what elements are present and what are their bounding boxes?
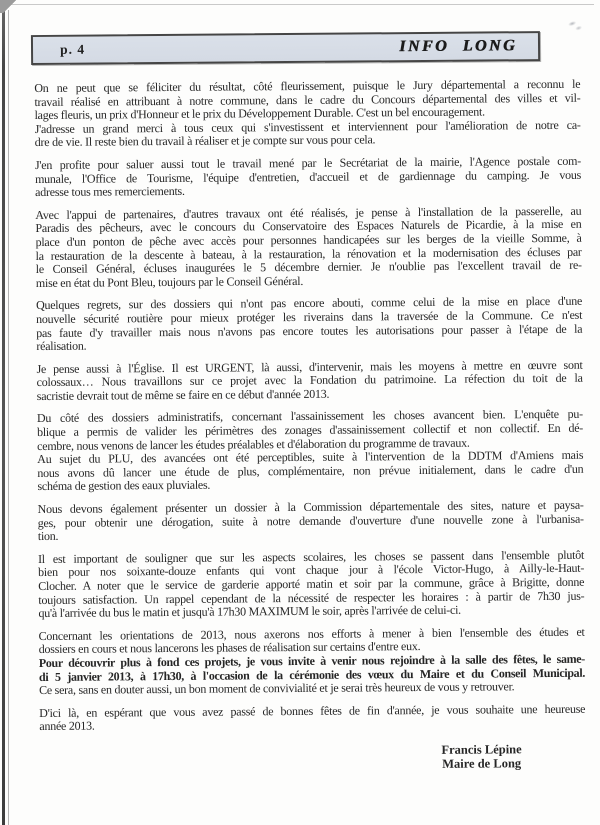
text-line: cembre, nous venons de lancer les études préalables et d'élaboration du programme de travaux. [37, 435, 470, 453]
text-line: pas faute d'y travailler mais nous n'avons pas encore toutes les autorisations pour passer à l'étape de la [36, 321, 583, 340]
paragraph [38, 499, 584, 544]
text-line: Ce sera, sans en douter aussi, un bon moment de convivialité et je serai très heureux de vous y retrouver. [39, 679, 515, 698]
text-line: schéma de gestion des eaux pluviales. [37, 478, 211, 494]
text-line: colossaux… Nous travaillons sur ce projet avec la Fondation du patrimoine. La réfection du toit de la [36, 371, 583, 390]
paragraph [35, 204, 582, 290]
signature-block [401, 743, 561, 771]
text-line: Il est important de souligner que sur les aspects scolaires, les choses se passent dans l'ensemble plutôt [37, 547, 585, 566]
text-line: D'ici là, en espérant que vous avez passé de bonnes fêtes de fin d'année, je vous souhaite une heureuse [39, 701, 586, 720]
text-line: le Conseil Général, écluses inaugurées le 5 décembre dernier. Je n'oublie pas l'excellent travail de re- [35, 257, 582, 277]
text-line: blique a permis de valider les périmètres des zonages d'assainissement collectif et non collectif. En dé- [36, 420, 584, 440]
text-line: Je pense aussi à l'Église. Il est URGENT, là aussi, d'intervenir, mais les moyens à mettre en œuvre sont [36, 357, 583, 376]
text-line: place d'un ponton de pêche avec accès pour personnes handicapées sur les berges de la vieille Somme, à [35, 230, 582, 249]
text-line: la restauration de la descente à bateau, à la restauration, la rénovation et la modernisation des écluses par [35, 244, 582, 263]
text-line: Nous devons également présenter un dossier à la Commission départementale des sites, nature et paysa- [37, 497, 584, 517]
text-line: Au sujet du PLU, des avancées ont été perceptibles, suite à l'intervention de la DDTM d'Amiens mais [37, 447, 584, 467]
paragraph [39, 702, 585, 733]
signature-role: Maire de Long [442, 755, 522, 771]
text-line: Clocher. A noter que le service de garderie apporté matin et soir par la commune, grâce à Brigitte, donne [38, 574, 585, 594]
text-line: lages fleuris, un prix d'Honneur et le prix du Développement Durable. C'est un bel encouragement. [34, 104, 485, 123]
page-number: p. 4 [59, 41, 86, 57]
paragraph [34, 78, 581, 150]
text-line: Paradis des pêcheurs, avec le concours du Conservatoire des Espaces Naturels de Picardie, à la mise en [35, 217, 582, 236]
text-line: tion. [37, 529, 59, 544]
text-line: Du côté des dossiers administratifs, concernant l'assainissement les choses avancent bien. L'enquête pu- [36, 407, 583, 426]
text-line: On ne peut que se féliciter du résultat, côté fleurissement, puisque le Jury départemental a reconnu le [34, 76, 581, 96]
text-line: ges, pour obtenir une dérogation, suite à notre demande d'ouverture d'une nouvelle zone à l'urbanisa- [37, 511, 584, 530]
text-line: sacristie devrait tout de même se faire en ce début d'année 2013. [36, 386, 330, 403]
text-line: J'adresse un grand merci à tous ceux qui s'investissent et interviennent pour l'amélioration de notre ca- [34, 117, 581, 136]
paragraph [36, 295, 582, 354]
newsletter-title: INFO LONG [399, 37, 518, 56]
text-line: travail réalisé en attribuant à notre commune, dans le cadre du Concours départemental des villes et vil- [34, 90, 581, 109]
page-header-bar [31, 31, 540, 65]
text-line: dre de vie. Il reste bien du travail à réaliser et je compte sur vous pour cela. [34, 132, 376, 150]
text-line: dossiers en cours et nous lancerons les phases de réalisation sur certains d'entre eux. [38, 639, 421, 657]
text-line: di 5 janvier 2013, à 17h30, à l'occasion de la cérémonie des vœux du Maire et du Conseil Municipal. [38, 665, 585, 684]
document-body [34, 78, 585, 734]
paragraph [36, 358, 582, 403]
text-line: Avec l'appui de partenaires, d'autres travaux ont été réalisés, je pense à l'installation de la passerelle, au [35, 203, 582, 222]
signature-name: Francis Lépine [441, 742, 522, 757]
text-line: année 2013. [39, 718, 95, 734]
text-line: Concernant les orientations de 2013, nous axerons nos efforts à mener à bien l'ensemble des études et [38, 624, 585, 643]
text-line: munale, l'Office de Tourisme, l'équipe d'entretien, d'accueil et de gardiennage du camping. Je vous [34, 167, 582, 186]
text-line: nouvelle sécurité routière pour mieux protéger les riverains dans la traversée de la Commune. Ce n'est [36, 307, 583, 326]
text-line: Pour découvrir plus à fond ces projets, je vous invite à venir nous rejoindre à la salle des fêtes, le same- [38, 651, 585, 670]
text-line: bien pour nos soixante-douze enfants qui vont chaque jour à l'école Victor-Hugo, à Ailly-le-Haut- [38, 561, 585, 580]
text-line: mise en état du Pont Bleu, toujours par le Conseil Général. [35, 273, 304, 290]
text-line: nous avons dû lancer une étude de plus, complémentaire, non prévue initialement, dans le cadre d'un [37, 461, 584, 480]
text-line: toujours satisfaction. Un rappel cependant de la nécessité de respecter les horaires : à partir de 7h30 jus- [38, 588, 585, 607]
paragraph [35, 155, 581, 200]
text-line: J'en profite pour saluer aussi tout le travail mené par le Secrétariat de la mairie, l'Agence postale com- [34, 153, 581, 173]
text-line: qu'à l'arrivée du bus le matin et jusqu'à 17h30 MAXIMUM le soir, après l'arrivée de celui-ci. [38, 602, 461, 621]
text-line: adresse tous mes remerciements. [35, 184, 185, 200]
text-line: réalisation. [36, 338, 87, 354]
text-line: Quelques regrets, sur des dossiers qui n'ont pas encore abouti, comme celui de la mise en place d'une [35, 294, 583, 313]
paragraph [37, 408, 584, 494]
paragraph [38, 549, 585, 621]
paragraph [39, 626, 586, 698]
